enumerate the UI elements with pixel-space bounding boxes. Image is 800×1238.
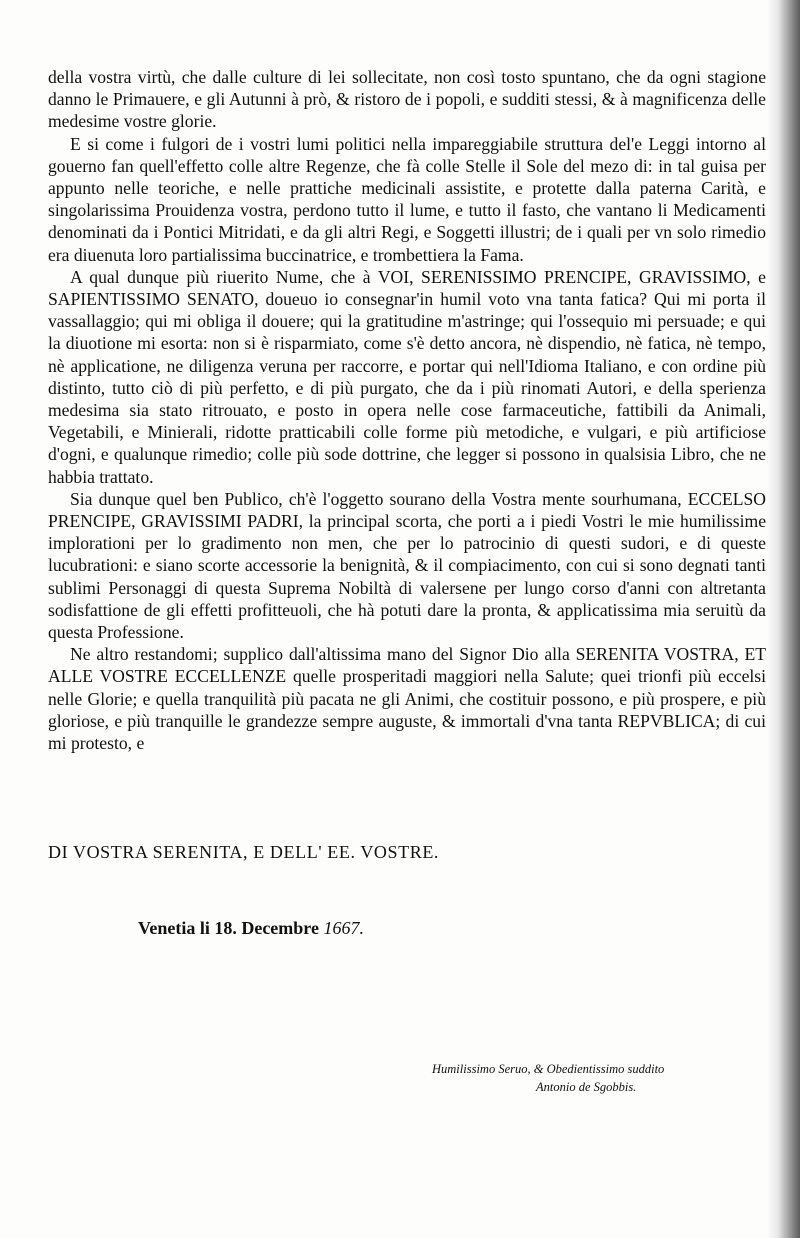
paragraph-2: E si come i fulgori de i vostri lumi politici nella impareggiabile struttura del'e Leggi intorno al gouerno fan quell'effetto colle altre Regenze, che fà colle Stelle il Sole del mezo di: in tal guisa per appunto nelle teoriche, e nelle prattiche medicinali assistite, e protette dalla paterna Carità, e singolarissima Prouidenza vostra, perdono tutto il lume, e tutto il fasto, che vantano li Medicamenti denominati da i Pontici Mitridati, e da gli altri Regi, e Soggetti illustri; de i quali per vn solo rimedio era diuenuta loro partialissima buccinatrice, e trombettiera la Fama. <box>48 133 766 265</box>
paragraph-5: Ne altro restandomi; supplico dall'altissima mano del Signor Dio alla SERENITA VOSTRA, ET ALLE VOSTRE ECCELLENZE quelle prosperitadi maggiori nella Salute; quei trionfi più eccelsi nelle Glorie; e quella tranquilità più pacata ne gli Animi, che costituir possono, e più prospere, e più gloriose, e più tranquille le grandezze sempre auguste, & immortali d'vna tanta REPVBLICA; di cui mi protesto, e <box>48 644 766 754</box>
closing-salutation: DI VOSTRA SERENITA, E DELL' EE. VOSTRE. <box>48 842 440 862</box>
dateline-place-date: Venetia li 18. Decembre <box>138 918 324 938</box>
paragraph-4: Sia dunque quel ben Publico, ch'è l'oggetto sourano della Vostra mente sourhumana, ECCELSO PRENCIPE, GRAVISSIMI PADRI, la principal scorta, che porti a i piedi Vostri le mie humilissime implorationi per lo gradimento non men, che per lo patrocinio di questi sudori, e di queste lucubrationi: e siano scorte accessorie la benignità, & il compiacimento, con cui si sono degnati tanti sublimi Personaggi di questa Suprema Nobiltà di valersene per lungo corso d'anni con altretanta sodisfattione de gli effetti profitteuoli, che hà potuti dare la pronta, & applicatissima mia seruitù da questa Professione. <box>48 488 766 643</box>
book-binding-edge <box>766 0 800 1238</box>
paragraph-3: A qual dunque più riuerito Nume, che à VOI, SERENISSIMO PRENCIPE, GRAVISSIMO, e SAPIENTISSIMO SENATO, doueuo io consegnar'in humil voto vna tanta fatica? Qui mi porta il vassallaggio; qui mi obliga il douere; qui la gratitudine m'astringe; qui l'ossequio mi persuade; e qui la diuotione mi esorta: non si è risparmiato, come s'è detto ancora, nè dispendio, nè fatica, nè tempo, nè applicatione, ne diligenza veruna per raccorre, e portar qui nell'Idioma Italiano, e con ordine più distinto, tutto ciò di più perfetto, e di più purgato, che da i più rinomati Autori, e della sperienza medesima sia stato ritrouato, e posto in opera nelle cose farmaceutiche, fattibili da Animali, Vegetabili, e Minierali, ridotte pratticabili colle forme più metodiche, e vulgari, e più artificiose d'ogni, e qualunque rimedio; colle più sode dottrine, che legger si possono in qualsisia Libro, che ne habbia trattato. <box>48 266 766 487</box>
signature-name: Antonio de Sgobbis. <box>536 1080 637 1094</box>
signature-block <box>432 1060 732 1096</box>
paragraph-1: della vostra virtù, che dalle culture di lei sollecitate, non così tosto spuntano, che da ogni stagione danno le Primauere, e gli Autunni à prò, & ristoro de i popoli, e sudditi stessi, & à magnificenza delle medesime vostre glorie. <box>48 67 766 132</box>
signature-title: Humilissimo Seruo, & Obedientissimo suddito <box>432 1062 665 1076</box>
dedication-body <box>48 66 766 754</box>
dateline-year: 1667. <box>323 918 364 938</box>
dateline <box>138 918 364 939</box>
